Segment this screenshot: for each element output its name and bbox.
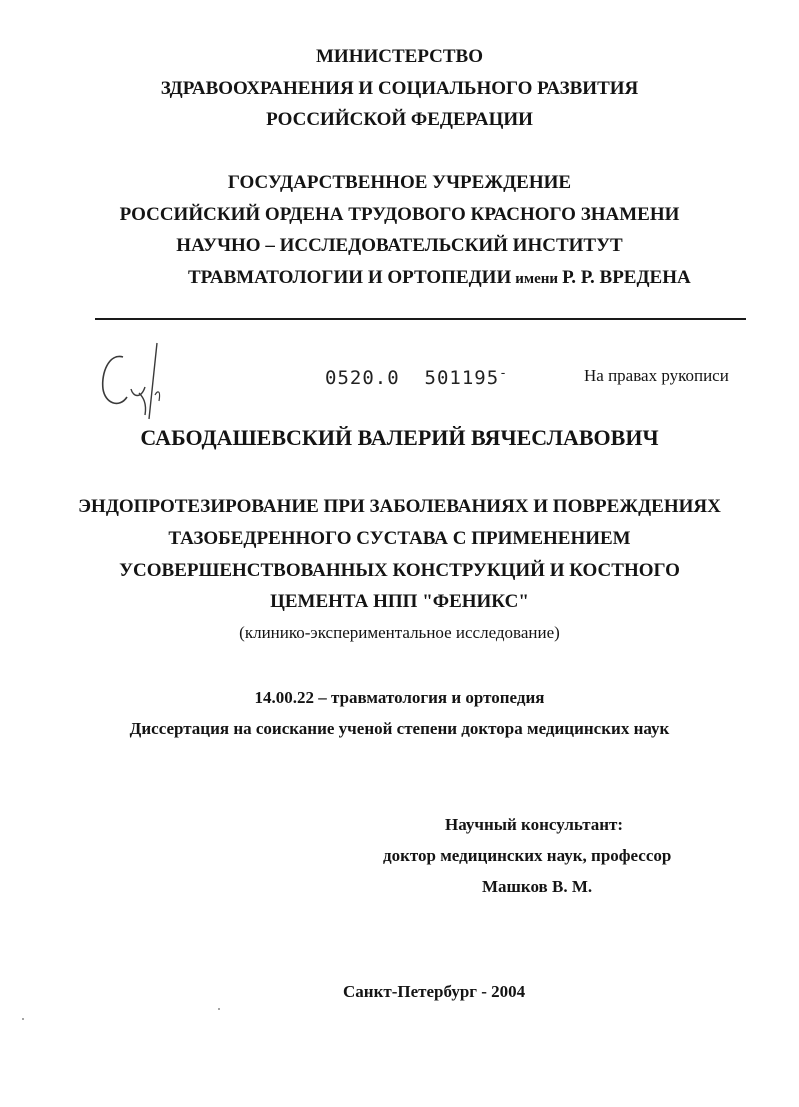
stamp-number-part-2: 501195 (424, 367, 500, 390)
consultant-label: Научный консультант: (445, 815, 624, 834)
consultant-name: Машков В. М. (482, 877, 593, 896)
stamp-number-part-1: 0520.0 (325, 367, 400, 390)
title-subtitle: (клинико-экспериментальное исследование) (239, 623, 560, 642)
header-divider (95, 318, 746, 320)
registration-stamp (325, 366, 508, 389)
institution-name-person: Р. Р. ВРЕДЕНА (562, 267, 691, 288)
institution-line-4 (188, 267, 691, 289)
title-line-3: УСОВЕРШЕНСТВОВАННЫХ КОНСТРУКЦИЙ И КОСТНОГО (119, 560, 680, 581)
consultant-position: доктор медицинских наук, профессор (383, 846, 672, 865)
scan-speck (22, 1018, 24, 1020)
institution-line-1: ГОСУДАРСТВЕННОЕ УЧРЕЖДЕНИЕ (227, 172, 572, 193)
ministry-line-2: ЗДРАВООХРАНЕНИЯ И СОЦИАЛЬНОГО РАЗВИТИЯ (160, 78, 639, 99)
institution-name-main: ТРАВМАТОЛОГИИ И ОРТОПЕДИИ (188, 267, 512, 288)
title-line-2: ТАЗОБЕДРЕННОГО СУСТАВА С ПРИМЕНЕНИЕМ (168, 528, 631, 549)
degree-statement: Диссертация на соискание ученой степени доктора медицинских наук (129, 719, 670, 738)
manuscript-rights-note: На правах рукописи (584, 366, 729, 385)
title-line-4: ЦЕМЕНТА НПП "ФЕНИКС" (270, 591, 529, 612)
handwritten-signature-icon (95, 335, 175, 425)
ministry-line-1: МИНИСТЕРСТВО (315, 46, 484, 67)
author-name: САБОДАШЕВСКИЙ ВАЛЕРИЙ ВЯЧЕСЛАВОВИЧ (140, 425, 659, 450)
title-line-1: ЭНДОПРОТЕЗИРОВАНИЕ ПРИ ЗАБОЛЕВАНИЯХ И ПОВРЕЖДЕНИЯХ (78, 496, 721, 517)
city-year: Санкт-Петербург - 2004 (343, 982, 526, 1001)
ministry-line-3: РОССИЙСКОЙ ФЕДЕРАЦИИ (266, 109, 533, 130)
specialty-code: 14.00.22 – травматология и ортопедия (254, 688, 545, 707)
institution-line-3: НАУЧНО – ИССЛЕДОВАТЕЛЬСКИЙ ИНСТИТУТ (176, 235, 623, 256)
stamp-number-mark: - (499, 366, 508, 381)
scan-speck (218, 1008, 220, 1010)
institution-line-2: РОССИЙСКИЙ ОРДЕНА ТРУДОВОГО КРАСНОГО ЗНАМЕНИ (119, 204, 680, 225)
institution-name-named: имени (515, 271, 559, 287)
